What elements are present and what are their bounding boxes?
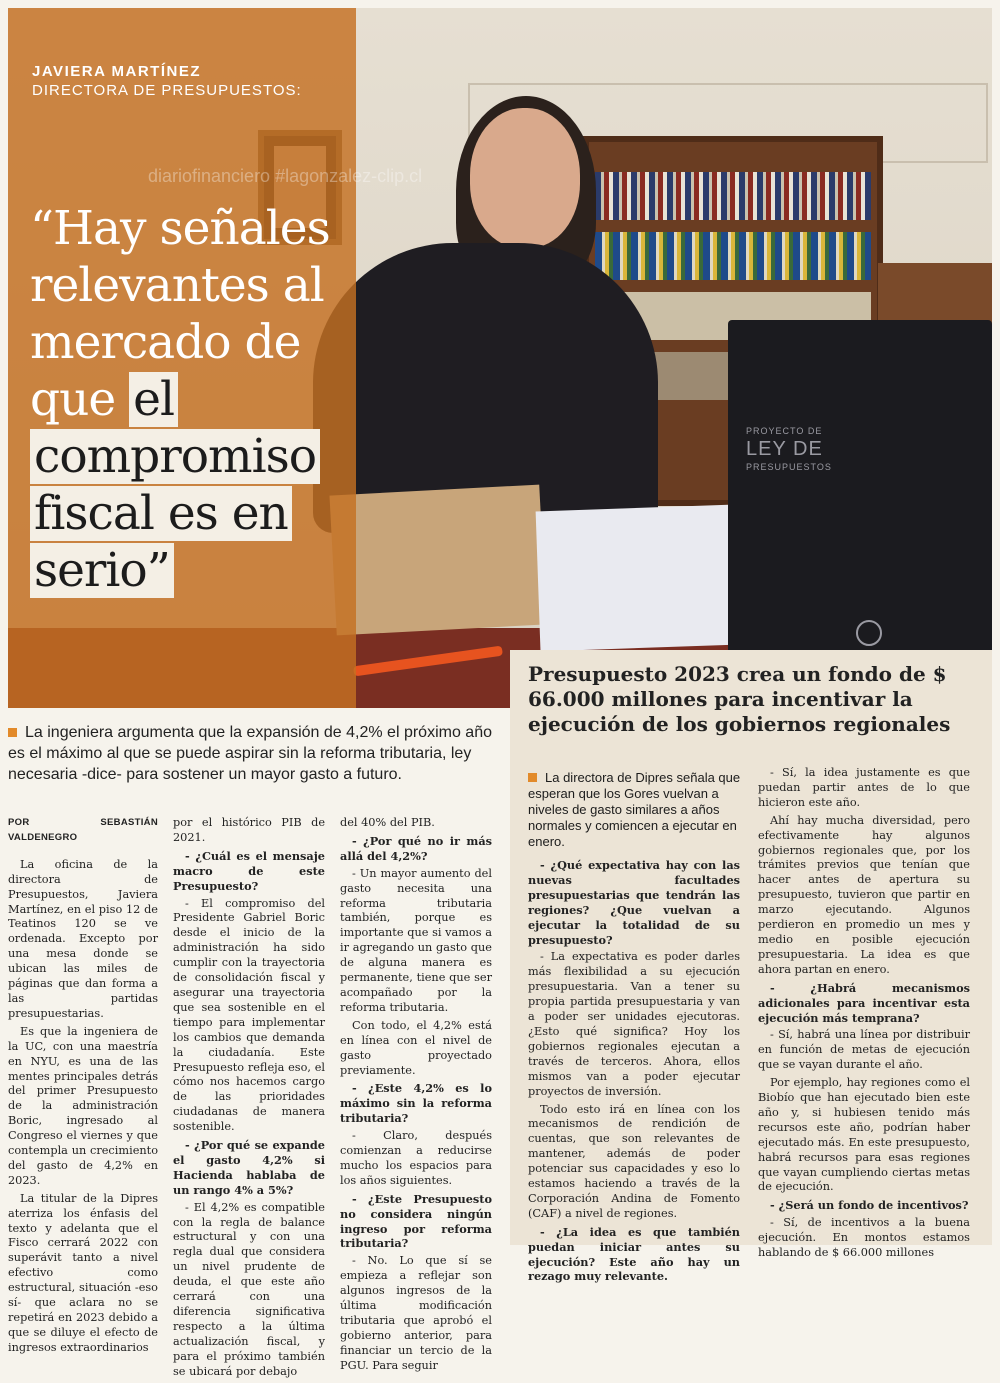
paragraph: Ahí hay mucha diversidad, pero efectivamente hay algunos gobiernos regionales que, por los trámites previos que tenían que hacer antes de apertura su presupuesto, tuvieron que partir en marzo ejecutando. Algunos perdieron en promedio un mes y medio en posible ejecución presupuestaria. La idea es que ahora partan en enero. [758,813,970,976]
paragraph: - Claro, después comienzan a reducirse mucho los espacios para los años siguientes. [340,1129,492,1187]
sidebar-column-1 [528,858,740,1287]
sidebar-column-2 [758,766,970,1264]
paragraph: del 40% del PIB. [340,816,435,829]
square-bullet-icon [528,773,537,782]
question: - ¿La idea es que también puedan iniciar antes su ejecución? Este año hay un rezago muy relevante. [528,1224,740,1284]
paragraph: - Sí, la idea justamente es que puedan partir antes de lo que hicieron este año. [758,766,970,809]
document-stack [536,505,741,652]
interviewee-name: JAVIERA MARTÍNEZ [32,63,202,80]
paragraph: - El compromiso del Presidente Gabriel Boric desde el inicio de la administración ha sido cumplir con la trayectoria de consolidación fiscal y asegurar una trayectoria que sea sostenible en el tiempo para implementar los cambios que demanda la ciudadanía. Este Presupuesto refleja eso, el cómo nos hacemos cargo de las prioridades ciudadanas de manera sostenible. [173,896,325,1134]
article-lead [8,722,498,785]
question: - ¿Por qué no ir más allá del 4,2%? [340,833,492,863]
tote-bag [728,320,992,665]
headline [30,200,370,599]
article-column-2 [173,816,325,1383]
paragraph: por el histórico PIB de 2021. [173,816,325,844]
question: - ¿Este Presupuesto no considera ningún ingreso por reforma tributaria? [340,1191,492,1251]
question: - ¿Por qué se expande el gasto 4,2% si Hacienda hablaba de un rango 4% a 5%? [173,1138,325,1197]
paragraph: - Un mayor aumento del gasto necesita una reforma tributaria también, porque es importante que si vamos a ir agregando un gasto que de alguna manera es permanente, tiene que ser acompañado por la reforma tributaria. [340,866,492,1014]
question: - ¿Será un fondo de incentivos? [770,1198,969,1213]
hero-photo [8,8,992,708]
person-face [470,108,580,248]
square-bullet-icon [8,728,17,737]
paragraph: Por ejemplo, hay regiones como el Biobío que han ejecutado bien este año y, si hubiesen tenido más recursos este año, podrían haber ejecutado más. En este presupuesto, habrá recursos para esas regiones que vayan cumpliendo ciertas metas de ejecución. [758,1076,970,1194]
paragraph: La titular de la Dipres aterriza los énfasis del texto y adelanta que el Fisco cerrará 2022 con superávit tanto a nivel efectivo como estructural, situación -eso sí- que aclara no se repetirá en 2023 debido a que se diluye el efecto de ingresos extraordinarios [8,1191,158,1354]
paragraph: Es que la ingeniera de la UC, con una maestría en NYU, es una de las mentes principales detrás del primer Presupuesto de la administración Boric, ingresado al Congreso el viernes y que contempla un crecimiento del gasto de 4,2% en 2023. [8,1024,158,1187]
question: - ¿Este 4,2% es lo máximo sin la reforma tributaria? [340,1081,492,1126]
paragraph: - Sí, de incentivos a la buena ejecución. En montos estamos hablando de $ 66.000 millones [758,1216,970,1260]
headline-text: “Hay señales relevantes al mercado de que [30,201,330,427]
article-column-3 [340,816,492,1377]
headline-highlight: el compromiso fiscal es en serio” [30,372,320,598]
question: - ¿Cuál es el mensaje macro de este Presupuesto? [173,848,325,893]
question: - ¿Habrá mecanismos adicionales para incentivar esta ejecución más temprana? [758,980,970,1025]
paragraph: Todo esto irá en línea con los mecanismos de rendición de cuentas, que son relevantes de mantener, además de poder potenciar sus capacidades y eso lo estamos haciendo a través de la Corporación Andina de Fomento (CAF) a nivel de regiones. [528,1102,740,1220]
paragraph: - La expectativa es poder darles más flexibilidad a su ejecución presupuestaria. Van a tener su propia partida presupuestaria y van a poder ser unidades ejecutoras. ¿Esto qué significa? Hoy los gobiernos regionales ejecutan a través de terceros. Ahora, ellos mismos van a poder ejecutar proyectos de inversión. [528,950,740,1098]
bag-logo-icon [856,620,882,646]
sidebar-box [510,650,992,1284]
paragraph: - No. Lo que sí se empieza a reflejar son algunos ingresos de la última modificación tributaria que aprobó el gobierno anterior, para financiar un tercio de la PGU. Para seguir [340,1254,492,1372]
article-column-1 [8,816,158,1359]
sidebar-lead-text: La directora de Dipres señala que esperan que los Gores vuelvan a niveles de gasto similares a años normales y comiencen a ejecutar en enero. [528,770,741,849]
author-byline: POR SEBASTIÁN VALDENEGRO [8,817,158,843]
question: - ¿Qué expectativa hay con las nuevas facultades presupuestarias que tendrán las regiones? ¿Que vuelvan a ejecutar la totalidad de su presupuesto? [528,858,740,947]
paragraph: - Sí, habrá una línea por distribuir en función de metas de ejecución que se vayan durante el año. [758,1028,970,1072]
sidebar-lead [528,770,758,850]
sidebar-title: Presupuesto 2023 crea un fondo de $ 66.000 millones para incentivar la ejecución de los gobiernos regionales [528,662,951,736]
paragraph: Con todo, el 4,2% está en línea con el nivel de gasto proyectado previamente. [340,1018,492,1077]
paragraph: - El 4,2% es compatible con la regla de balance estructural y con una regla dual que considera un nivel prudente de deuda, el que este año cerrará con una diferencia significativa respecto a la última actualización fiscal, y para el próximo también se ubicará por debajo [173,1200,325,1378]
paragraph: La oficina de la directora de Presupuestos, Javiera Martínez, en el piso 12 de Teatinos 120 se ve ordenada. Excepto por una mesa donde se ubican las miles de páginas que dan forma a las partidas presupuestarias. [8,857,158,1020]
bag-print: PROYECTO DE LEY DE PRESUPUESTOS [746,426,832,472]
interviewee-role: DIRECTORA DE PRESUPUESTOS: [32,82,302,99]
lead-text: La ingeniera argumenta que la expansión de 4,2% el próximo año es el máximo al que se puede aspirar sin la reforma tributaria, ley necesaria -dice- para sostener un mayor gasto a futuro. [8,724,492,783]
watermark: diariofinanciero #lagonzalez-clip.cl [148,166,423,186]
